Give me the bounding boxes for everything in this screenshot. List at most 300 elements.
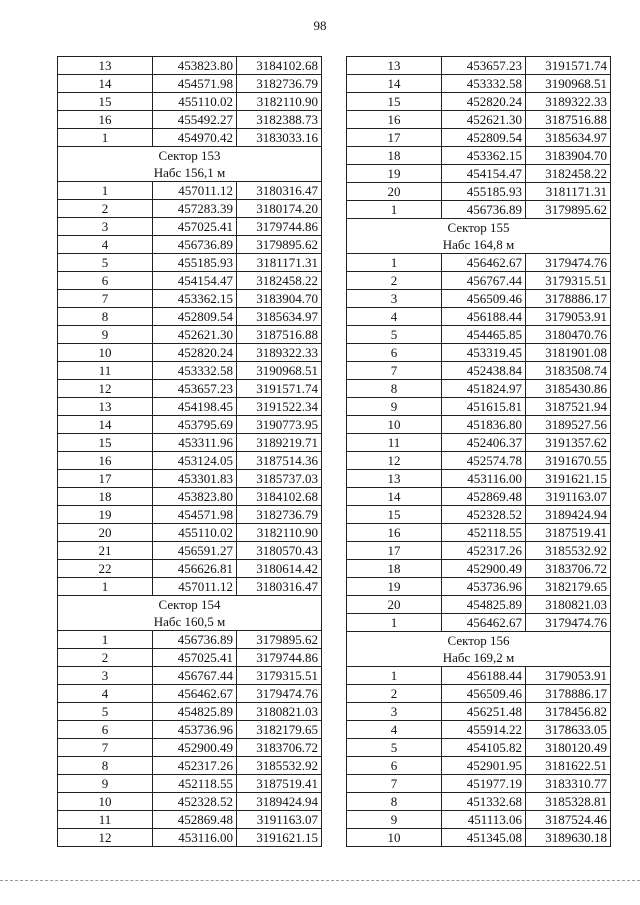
x-coordinate-cell: 451332.68 [442,793,526,811]
point-number-cell: 19 [58,506,153,524]
point-number-cell: 7 [347,775,442,793]
table-row [58,757,322,775]
table-row [347,506,611,524]
y-coordinate-cell: 3181622.51 [526,757,611,775]
y-coordinate-cell: 3191621.15 [526,470,611,488]
table-row [347,183,611,201]
point-number-cell: 11 [347,434,442,452]
x-coordinate-cell: 456462.67 [442,614,526,632]
table-row [58,416,322,434]
y-coordinate-cell: 3180316.47 [237,182,322,200]
y-coordinate-cell: 3191357.62 [526,434,611,452]
x-coordinate-cell: 453736.96 [153,721,237,739]
table-row [347,829,611,847]
x-coordinate-cell: 456251.48 [442,703,526,721]
table-row [58,254,322,272]
table-row [347,721,611,739]
x-coordinate-cell: 456462.67 [442,254,526,272]
x-coordinate-cell: 456188.44 [442,667,526,685]
x-coordinate-cell: 454571.98 [153,506,237,524]
table-row [347,488,611,506]
y-coordinate-cell: 3191621.15 [237,829,322,847]
x-coordinate-cell: 453657.23 [442,57,526,75]
x-coordinate-cell: 452317.26 [153,757,237,775]
x-coordinate-cell: 453332.58 [153,362,237,380]
y-coordinate-cell: 3191571.74 [237,380,322,398]
point-number-cell: 13 [58,57,153,75]
point-number-cell: 20 [58,524,153,542]
y-coordinate-cell: 3182110.90 [237,524,322,542]
sector-header-row [347,649,611,667]
x-coordinate-cell: 455492.27 [153,111,237,129]
x-coordinate-cell: 453823.80 [153,488,237,506]
y-coordinate-cell: 3182458.22 [237,272,322,290]
x-coordinate-cell: 454571.98 [153,75,237,93]
y-coordinate-cell: 3185737.03 [237,470,322,488]
point-number-cell: 9 [347,811,442,829]
x-coordinate-cell: 455185.93 [442,183,526,201]
table-row [58,129,322,147]
x-coordinate-cell: 452900.49 [442,560,526,578]
coordinates-table-left-body [58,57,322,847]
x-coordinate-cell: 452869.48 [442,488,526,506]
coordinates-table-right [346,56,611,847]
point-number-cell: 13 [347,470,442,488]
x-coordinate-cell: 451824.97 [442,380,526,398]
table-row [347,165,611,183]
x-coordinate-cell: 451345.08 [442,829,526,847]
y-coordinate-cell: 3182179.65 [526,578,611,596]
point-number-cell: 7 [58,739,153,757]
y-coordinate-cell: 3183706.72 [237,739,322,757]
y-coordinate-cell: 3182179.65 [237,721,322,739]
sector-header-row [347,236,611,254]
sector-header-row [58,596,322,614]
y-coordinate-cell: 3183904.70 [237,290,322,308]
sector-height: Набс 169,2 м [347,649,611,667]
table-row [58,452,322,470]
table-row [347,703,611,721]
point-number-cell: 16 [347,524,442,542]
point-number-cell: 8 [347,380,442,398]
x-coordinate-cell: 453319.45 [442,344,526,362]
y-coordinate-cell: 3185634.97 [237,308,322,326]
x-coordinate-cell: 452901.95 [442,757,526,775]
x-coordinate-cell: 457025.41 [153,218,237,236]
point-number-cell: 1 [58,129,153,147]
x-coordinate-cell: 454465.85 [442,326,526,344]
y-coordinate-cell: 3179053.91 [526,667,611,685]
table-row [58,398,322,416]
point-number-cell: 15 [347,506,442,524]
x-coordinate-cell: 455110.02 [153,93,237,111]
point-number-cell: 9 [58,326,153,344]
y-coordinate-cell: 3179474.76 [526,254,611,272]
y-coordinate-cell: 3190968.51 [237,362,322,380]
point-number-cell: 3 [347,703,442,721]
table-row [58,93,322,111]
table-row [347,542,611,560]
y-coordinate-cell: 3189322.33 [526,93,611,111]
table-row [347,578,611,596]
y-coordinate-cell: 3179895.62 [237,236,322,254]
table-row [347,470,611,488]
point-number-cell: 1 [347,201,442,219]
table-row [58,631,322,649]
point-number-cell: 18 [58,488,153,506]
x-coordinate-cell: 453116.00 [442,470,526,488]
y-coordinate-cell: 3178633.05 [526,721,611,739]
point-number-cell: 7 [58,290,153,308]
y-coordinate-cell: 3187516.88 [526,111,611,129]
y-coordinate-cell: 3181171.31 [526,183,611,201]
y-coordinate-cell: 3180120.49 [526,739,611,757]
point-number-cell: 12 [58,380,153,398]
point-number-cell: 4 [347,721,442,739]
x-coordinate-cell: 452621.30 [153,326,237,344]
x-coordinate-cell: 454970.42 [153,129,237,147]
y-coordinate-cell: 3181901.08 [526,344,611,362]
x-coordinate-cell: 454105.82 [442,739,526,757]
x-coordinate-cell: 454154.47 [442,165,526,183]
y-coordinate-cell: 3182736.79 [237,506,322,524]
table-row [58,488,322,506]
point-number-cell: 8 [58,757,153,775]
point-number-cell: 9 [58,775,153,793]
x-coordinate-cell: 453362.15 [153,290,237,308]
y-coordinate-cell: 3184102.68 [237,488,322,506]
table-row [58,308,322,326]
x-coordinate-cell: 456736.89 [153,631,237,649]
y-coordinate-cell: 3187524.46 [526,811,611,829]
x-coordinate-cell: 453311.96 [153,434,237,452]
table-row [347,75,611,93]
point-number-cell: 5 [347,739,442,757]
table-row [347,434,611,452]
y-coordinate-cell: 3189630.18 [526,829,611,847]
point-number-cell: 15 [58,93,153,111]
point-number-cell: 22 [58,560,153,578]
point-number-cell: 5 [58,254,153,272]
point-number-cell: 17 [347,542,442,560]
point-number-cell: 16 [347,111,442,129]
point-number-cell: 18 [347,147,442,165]
y-coordinate-cell: 3180174.20 [237,200,322,218]
x-coordinate-cell: 452118.55 [153,775,237,793]
x-coordinate-cell: 451836.80 [442,416,526,434]
point-number-cell: 19 [347,165,442,183]
table-row [58,75,322,93]
x-coordinate-cell: 456767.44 [153,667,237,685]
y-coordinate-cell: 3191670.55 [526,452,611,470]
y-coordinate-cell: 3190968.51 [526,75,611,93]
x-coordinate-cell: 451615.81 [442,398,526,416]
table-row [58,200,322,218]
table-row [58,667,322,685]
point-number-cell: 1 [347,667,442,685]
y-coordinate-cell: 3185532.92 [526,542,611,560]
table-row [347,93,611,111]
table-row [58,703,322,721]
point-number-cell: 1 [58,631,153,649]
table-row [58,218,322,236]
point-number-cell: 20 [347,183,442,201]
x-coordinate-cell: 453116.00 [153,829,237,847]
point-number-cell: 8 [58,308,153,326]
x-coordinate-cell: 451977.19 [442,775,526,793]
y-coordinate-cell: 3183310.77 [526,775,611,793]
table-row [58,721,322,739]
table-row [347,452,611,470]
y-coordinate-cell: 3179744.86 [237,649,322,667]
point-number-cell: 1 [347,614,442,632]
table-row [58,272,322,290]
table-row [347,596,611,614]
x-coordinate-cell: 456188.44 [442,308,526,326]
table-row [347,326,611,344]
y-coordinate-cell: 3187514.36 [237,452,322,470]
y-coordinate-cell: 3179895.62 [237,631,322,649]
x-coordinate-cell: 453362.15 [442,147,526,165]
point-number-cell: 17 [347,129,442,147]
x-coordinate-cell: 453795.69 [153,416,237,434]
y-coordinate-cell: 3185634.97 [526,129,611,147]
y-coordinate-cell: 3182388.73 [237,111,322,129]
y-coordinate-cell: 3178886.17 [526,685,611,703]
x-coordinate-cell: 453301.83 [153,470,237,488]
y-coordinate-cell: 3180821.03 [237,703,322,721]
sector-title: Сектор 156 [347,632,611,650]
y-coordinate-cell: 3189424.94 [237,793,322,811]
sector-height: Набс 164,8 м [347,236,611,254]
table-row [58,470,322,488]
table-row [58,775,322,793]
y-coordinate-cell: 3184102.68 [237,57,322,75]
table-row [347,685,611,703]
point-number-cell: 13 [58,398,153,416]
point-number-cell: 2 [58,200,153,218]
table-row [347,667,611,685]
table-row [347,380,611,398]
point-number-cell: 8 [347,793,442,811]
y-coordinate-cell: 3185328.81 [526,793,611,811]
y-coordinate-cell: 3179474.76 [237,685,322,703]
y-coordinate-cell: 3187519.41 [237,775,322,793]
y-coordinate-cell: 3185430.86 [526,380,611,398]
x-coordinate-cell: 454198.45 [153,398,237,416]
y-coordinate-cell: 3182736.79 [237,75,322,93]
table-row [347,254,611,272]
x-coordinate-cell: 457283.39 [153,200,237,218]
x-coordinate-cell: 452820.24 [442,93,526,111]
point-number-cell: 7 [347,362,442,380]
footer-divider [0,880,640,881]
point-number-cell: 16 [58,111,153,129]
sector-header-row [58,613,322,631]
table-row [58,362,322,380]
x-coordinate-cell: 453124.05 [153,452,237,470]
table-row [58,524,322,542]
table-row [347,793,611,811]
sector-header-row [58,147,322,165]
y-coordinate-cell: 3183508.74 [526,362,611,380]
point-number-cell: 2 [347,272,442,290]
x-coordinate-cell: 456736.89 [442,201,526,219]
x-coordinate-cell: 453332.58 [442,75,526,93]
x-coordinate-cell: 456626.81 [153,560,237,578]
point-number-cell: 15 [58,434,153,452]
table-row [58,380,322,398]
y-coordinate-cell: 3182458.22 [526,165,611,183]
table-row [347,614,611,632]
point-number-cell: 16 [58,452,153,470]
y-coordinate-cell: 3191571.74 [526,57,611,75]
point-number-cell: 12 [347,452,442,470]
x-coordinate-cell: 455110.02 [153,524,237,542]
table-row [58,344,322,362]
table-row [58,829,322,847]
point-number-cell: 10 [58,344,153,362]
y-coordinate-cell: 3187516.88 [237,326,322,344]
point-number-cell: 13 [347,57,442,75]
x-coordinate-cell: 456509.46 [442,290,526,308]
table-row [347,398,611,416]
sector-title: Сектор 155 [347,219,611,237]
point-number-cell: 3 [347,290,442,308]
y-coordinate-cell: 3180470.76 [526,326,611,344]
table-row [58,739,322,757]
point-number-cell: 10 [347,829,442,847]
point-number-cell: 10 [58,793,153,811]
point-number-cell: 14 [58,416,153,434]
x-coordinate-cell: 452317.26 [442,542,526,560]
page-number: 98 [313,18,327,33]
x-coordinate-cell: 452406.37 [442,434,526,452]
y-coordinate-cell: 3191163.07 [526,488,611,506]
y-coordinate-cell: 3180570.43 [237,542,322,560]
coordinates-table-left [57,56,322,847]
sector-title: Сектор 153 [58,147,322,165]
point-number-cell: 14 [347,488,442,506]
x-coordinate-cell: 456767.44 [442,272,526,290]
sector-header-row [347,219,611,237]
y-coordinate-cell: 3179315.51 [237,667,322,685]
x-coordinate-cell: 454825.89 [153,703,237,721]
x-coordinate-cell: 457011.12 [153,578,237,596]
point-number-cell: 11 [58,811,153,829]
table-row [347,290,611,308]
y-coordinate-cell: 3185532.92 [237,757,322,775]
point-number-cell: 5 [58,703,153,721]
table-row [58,57,322,75]
y-coordinate-cell: 3180316.47 [237,578,322,596]
coordinates-table-right-body [347,57,611,847]
table-row [347,308,611,326]
point-number-cell: 10 [347,416,442,434]
y-coordinate-cell: 3180821.03 [526,596,611,614]
y-coordinate-cell: 3178456.82 [526,703,611,721]
sector-height: Набс 156,1 м [58,164,322,182]
x-coordinate-cell: 454825.89 [442,596,526,614]
point-number-cell: 4 [58,685,153,703]
y-coordinate-cell: 3180614.42 [237,560,322,578]
table-row [58,811,322,829]
y-coordinate-cell: 3189527.56 [526,416,611,434]
table-row [347,272,611,290]
table-row [58,578,322,596]
y-coordinate-cell: 3189322.33 [237,344,322,362]
table-row [347,362,611,380]
sector-header-row [58,164,322,182]
y-coordinate-cell: 3189424.94 [526,506,611,524]
x-coordinate-cell: 454154.47 [153,272,237,290]
point-number-cell: 2 [58,649,153,667]
x-coordinate-cell: 452869.48 [153,811,237,829]
y-coordinate-cell: 3179315.51 [526,272,611,290]
sector-title: Сектор 154 [58,596,322,614]
point-number-cell: 4 [347,308,442,326]
point-number-cell: 19 [347,578,442,596]
x-coordinate-cell: 453736.96 [442,578,526,596]
point-number-cell: 11 [58,362,153,380]
table-row [347,129,611,147]
table-row [58,290,322,308]
table-row [347,416,611,434]
x-coordinate-cell: 451113.06 [442,811,526,829]
point-number-cell: 1 [347,254,442,272]
point-number-cell: 5 [347,326,442,344]
table-row [347,57,611,75]
table-row [347,560,611,578]
x-coordinate-cell: 452328.52 [153,793,237,811]
x-coordinate-cell: 457025.41 [153,649,237,667]
point-number-cell: 1 [58,578,153,596]
point-number-cell: 15 [347,93,442,111]
x-coordinate-cell: 452574.78 [442,452,526,470]
x-coordinate-cell: 456509.46 [442,685,526,703]
point-number-cell: 1 [58,182,153,200]
x-coordinate-cell: 452621.30 [442,111,526,129]
y-coordinate-cell: 3187521.94 [526,398,611,416]
table-row [58,560,322,578]
y-coordinate-cell: 3179474.76 [526,614,611,632]
table-row [347,811,611,829]
point-number-cell: 18 [347,560,442,578]
y-coordinate-cell: 3187519.41 [526,524,611,542]
table-row [347,201,611,219]
point-number-cell: 4 [58,236,153,254]
x-coordinate-cell: 453657.23 [153,380,237,398]
x-coordinate-cell: 455185.93 [153,254,237,272]
point-number-cell: 21 [58,542,153,560]
x-coordinate-cell: 456736.89 [153,236,237,254]
y-coordinate-cell: 3189219.71 [237,434,322,452]
x-coordinate-cell: 456462.67 [153,685,237,703]
x-coordinate-cell: 455914.22 [442,721,526,739]
x-coordinate-cell: 452118.55 [442,524,526,542]
table-row [58,111,322,129]
x-coordinate-cell: 452820.24 [153,344,237,362]
point-number-cell: 20 [347,596,442,614]
table-row [347,111,611,129]
sector-header-row [347,632,611,650]
point-number-cell: 3 [58,667,153,685]
y-coordinate-cell: 3181171.31 [237,254,322,272]
x-coordinate-cell: 452809.54 [442,129,526,147]
y-coordinate-cell: 3182110.90 [237,93,322,111]
point-number-cell: 6 [347,757,442,775]
table-row [58,326,322,344]
